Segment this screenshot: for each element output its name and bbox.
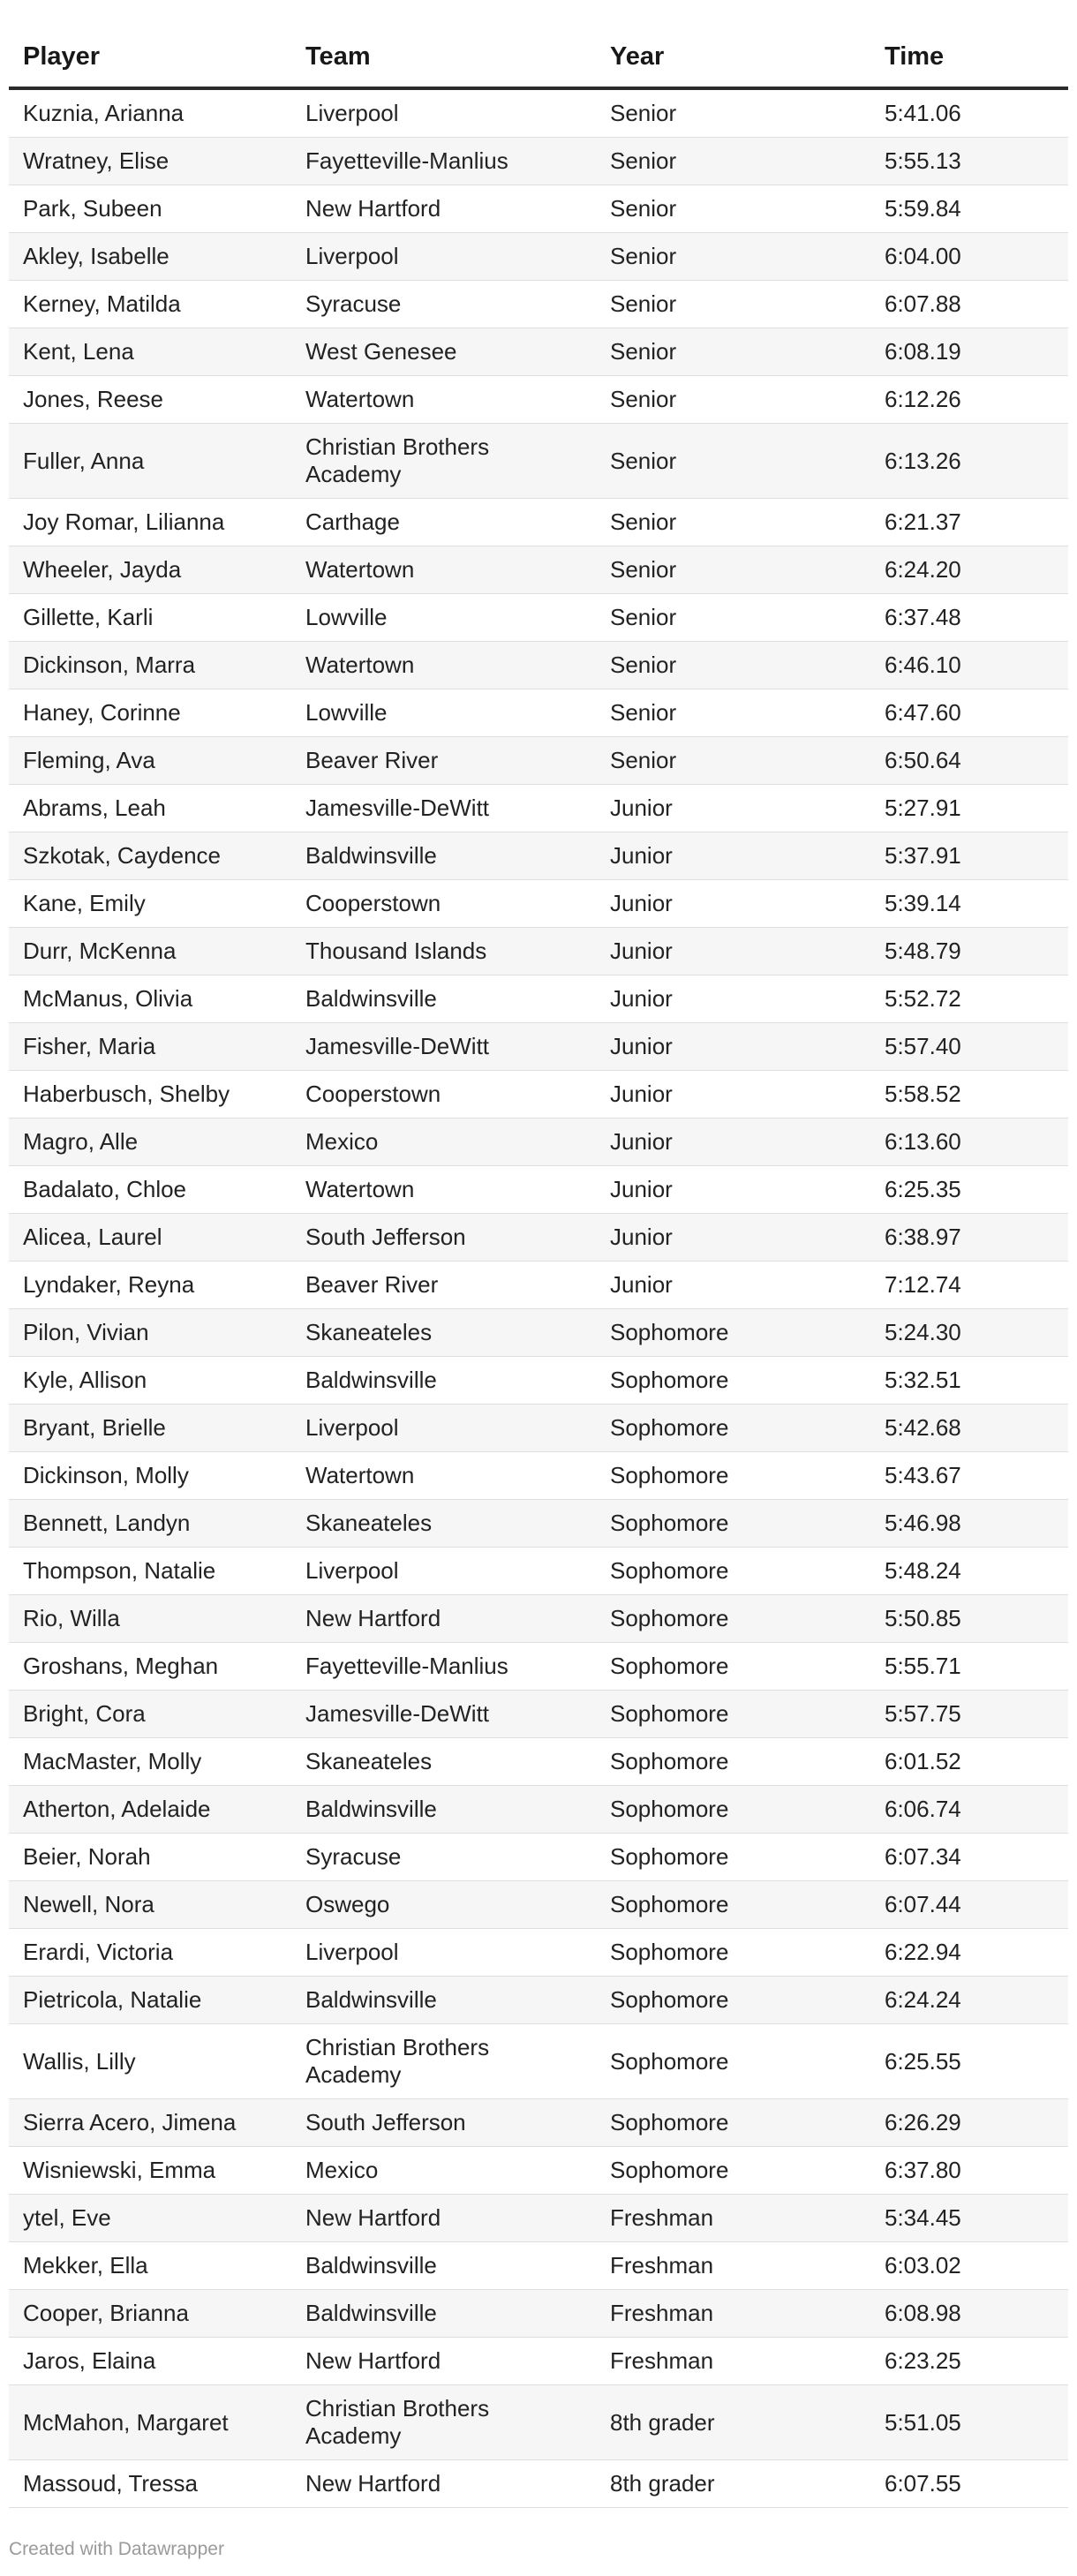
cell-year: Junior xyxy=(596,1119,870,1166)
cell-team: Liverpool xyxy=(291,88,596,138)
cell-time: 6:47.60 xyxy=(870,689,1068,737)
cell-team: New Hartford xyxy=(291,2460,596,2508)
table-row xyxy=(9,1595,1068,1643)
cell-team: Mexico xyxy=(291,2147,596,2195)
cell-player: Cooper, Brianna xyxy=(9,2290,291,2338)
table-row xyxy=(9,2195,1068,2242)
cell-team: Watertown xyxy=(291,1452,596,1500)
cell-year: Sophomore xyxy=(596,1691,870,1738)
cell-team: West Genesee xyxy=(291,328,596,376)
cell-team: Skaneateles xyxy=(291,1309,596,1357)
cell-team: Jamesville-DeWitt xyxy=(291,1691,596,1738)
cell-year: Senior xyxy=(596,328,870,376)
table-row xyxy=(9,1405,1068,1452)
cell-player: Kuznia, Arianna xyxy=(9,88,291,138)
cell-year: Senior xyxy=(596,499,870,546)
cell-player: MacMaster, Molly xyxy=(9,1738,291,1786)
cell-year: Sophomore xyxy=(596,1405,870,1452)
column-header-player[interactable]: Player xyxy=(9,26,291,88)
cell-player: Wallis, Lilly xyxy=(9,2024,291,2099)
cell-player: Erardi, Victoria xyxy=(9,1929,291,1977)
table-row xyxy=(9,1929,1068,1977)
cell-team: Watertown xyxy=(291,546,596,594)
cell-team: Liverpool xyxy=(291,1405,596,1452)
cell-team: Fayetteville-Manlius xyxy=(291,1643,596,1691)
table-row xyxy=(9,233,1068,281)
cell-year: Sophomore xyxy=(596,1309,870,1357)
cell-player: Thompson, Natalie xyxy=(9,1548,291,1595)
cell-time: 6:04.00 xyxy=(870,233,1068,281)
cell-year: Freshman xyxy=(596,2290,870,2338)
cell-time: 6:06.74 xyxy=(870,1786,1068,1834)
table-row xyxy=(9,1119,1068,1166)
cell-team: Baldwinsville xyxy=(291,1786,596,1834)
results-table xyxy=(9,26,1068,2508)
cell-player: Pietricola, Natalie xyxy=(9,1977,291,2024)
cell-team: Cooperstown xyxy=(291,1071,596,1119)
cell-player: Wisniewski, Emma xyxy=(9,2147,291,2195)
cell-time: 5:39.14 xyxy=(870,880,1068,928)
cell-time: 7:12.74 xyxy=(870,1262,1068,1309)
cell-player: ytel, Eve xyxy=(9,2195,291,2242)
cell-team: Liverpool xyxy=(291,1548,596,1595)
cell-player: Massoud, Tressa xyxy=(9,2460,291,2508)
cell-player: Magro, Alle xyxy=(9,1119,291,1166)
results-table-container xyxy=(9,26,1068,2508)
column-header-time[interactable]: Time xyxy=(870,26,1068,88)
table-row xyxy=(9,737,1068,785)
table-row xyxy=(9,1023,1068,1071)
cell-time: 5:59.84 xyxy=(870,185,1068,233)
cell-team: Watertown xyxy=(291,1166,596,1214)
cell-time: 6:24.24 xyxy=(870,1977,1068,2024)
cell-player: Park, Subeen xyxy=(9,185,291,233)
cell-team: Lowville xyxy=(291,594,596,642)
cell-team: Liverpool xyxy=(291,233,596,281)
cell-year: Senior xyxy=(596,594,870,642)
cell-time: 5:42.68 xyxy=(870,1405,1068,1452)
table-row xyxy=(9,1738,1068,1786)
table-row xyxy=(9,1166,1068,1214)
cell-year: Senior xyxy=(596,88,870,138)
cell-player: Haney, Corinne xyxy=(9,689,291,737)
table-row xyxy=(9,1262,1068,1309)
cell-time: 5:57.75 xyxy=(870,1691,1068,1738)
table-row xyxy=(9,1834,1068,1881)
cell-team: Baldwinsville xyxy=(291,832,596,880)
cell-year: Junior xyxy=(596,785,870,832)
cell-player: Kerney, Matilda xyxy=(9,281,291,328)
cell-player: Akley, Isabelle xyxy=(9,233,291,281)
cell-time: 5:27.91 xyxy=(870,785,1068,832)
table-row xyxy=(9,880,1068,928)
cell-time: 5:57.40 xyxy=(870,1023,1068,1071)
cell-year: Junior xyxy=(596,1262,870,1309)
cell-team: Cooperstown xyxy=(291,880,596,928)
table-row xyxy=(9,1309,1068,1357)
cell-year: Senior xyxy=(596,138,870,185)
cell-year: Senior xyxy=(596,546,870,594)
table-row xyxy=(9,594,1068,642)
cell-player: Bright, Cora xyxy=(9,1691,291,1738)
cell-time: 6:08.19 xyxy=(870,328,1068,376)
table-row xyxy=(9,1691,1068,1738)
cell-time: 6:37.48 xyxy=(870,594,1068,642)
cell-time: 5:52.72 xyxy=(870,975,1068,1023)
table-row xyxy=(9,281,1068,328)
table-row xyxy=(9,2099,1068,2147)
cell-time: 5:37.91 xyxy=(870,832,1068,880)
cell-year: Sophomore xyxy=(596,1357,870,1405)
cell-player: Abrams, Leah xyxy=(9,785,291,832)
cell-player: Newell, Nora xyxy=(9,1881,291,1929)
cell-time: 6:07.88 xyxy=(870,281,1068,328)
cell-team: Skaneateles xyxy=(291,1738,596,1786)
table-row xyxy=(9,2242,1068,2290)
cell-time: 5:46.98 xyxy=(870,1500,1068,1548)
cell-team: Christian Brothers Academy xyxy=(291,424,596,499)
cell-team: Skaneateles xyxy=(291,1500,596,1548)
cell-player: Fisher, Maria xyxy=(9,1023,291,1071)
cell-time: 5:55.71 xyxy=(870,1643,1068,1691)
cell-year: Junior xyxy=(596,928,870,975)
cell-year: Freshman xyxy=(596,2195,870,2242)
cell-time: 5:48.79 xyxy=(870,928,1068,975)
cell-year: Sophomore xyxy=(596,1500,870,1548)
cell-player: Atherton, Adelaide xyxy=(9,1786,291,1834)
cell-player: Dickinson, Molly xyxy=(9,1452,291,1500)
table-row xyxy=(9,928,1068,975)
cell-time: 6:46.10 xyxy=(870,642,1068,689)
table-row xyxy=(9,1071,1068,1119)
cell-player: Durr, McKenna xyxy=(9,928,291,975)
cell-player: Wratney, Elise xyxy=(9,138,291,185)
table-row xyxy=(9,1786,1068,1834)
table-row xyxy=(9,2338,1068,2385)
cell-team: Jamesville-DeWitt xyxy=(291,785,596,832)
cell-team: Liverpool xyxy=(291,1929,596,1977)
cell-time: 6:23.25 xyxy=(870,2338,1068,2385)
cell-player: Pilon, Vivian xyxy=(9,1309,291,1357)
table-row xyxy=(9,975,1068,1023)
cell-year: Sophomore xyxy=(596,1595,870,1643)
table-row xyxy=(9,328,1068,376)
cell-team: Oswego xyxy=(291,1881,596,1929)
column-header-year[interactable]: Year xyxy=(596,26,870,88)
cell-player: Sierra Acero, Jimena xyxy=(9,2099,291,2147)
table-row xyxy=(9,138,1068,185)
cell-player: Kane, Emily xyxy=(9,880,291,928)
cell-team: Beaver River xyxy=(291,737,596,785)
cell-time: 6:24.20 xyxy=(870,546,1068,594)
cell-player: Joy Romar, Lilianna xyxy=(9,499,291,546)
cell-year: Senior xyxy=(596,642,870,689)
cell-year: Sophomore xyxy=(596,1452,870,1500)
table-row xyxy=(9,185,1068,233)
cell-time: 5:43.67 xyxy=(870,1452,1068,1500)
cell-year: Junior xyxy=(596,1214,870,1262)
table-row xyxy=(9,1500,1068,1548)
cell-time: 5:32.51 xyxy=(870,1357,1068,1405)
cell-team: Baldwinsville xyxy=(291,1977,596,2024)
table-header-row xyxy=(9,26,1068,88)
table-row xyxy=(9,1214,1068,1262)
cell-time: 6:12.26 xyxy=(870,376,1068,424)
cell-year: Senior xyxy=(596,737,870,785)
table-row xyxy=(9,2460,1068,2508)
cell-player: McMahon, Margaret xyxy=(9,2385,291,2460)
cell-player: Groshans, Meghan xyxy=(9,1643,291,1691)
cell-year: Senior xyxy=(596,281,870,328)
cell-player: Lyndaker, Reyna xyxy=(9,1262,291,1309)
cell-player: Fleming, Ava xyxy=(9,737,291,785)
cell-team: Syracuse xyxy=(291,1834,596,1881)
cell-team: Fayetteville-Manlius xyxy=(291,138,596,185)
cell-team: New Hartford xyxy=(291,185,596,233)
cell-team: Jamesville-DeWitt xyxy=(291,1023,596,1071)
cell-player: Mekker, Ella xyxy=(9,2242,291,2290)
cell-time: 6:38.97 xyxy=(870,1214,1068,1262)
cell-year: Sophomore xyxy=(596,1786,870,1834)
table-row xyxy=(9,1881,1068,1929)
cell-time: 6:01.52 xyxy=(870,1738,1068,1786)
cell-year: Sophomore xyxy=(596,2099,870,2147)
table-row xyxy=(9,642,1068,689)
cell-time: 6:25.55 xyxy=(870,2024,1068,2099)
table-row xyxy=(9,376,1068,424)
cell-year: Junior xyxy=(596,832,870,880)
table-row xyxy=(9,2385,1068,2460)
cell-team: Thousand Islands xyxy=(291,928,596,975)
cell-year: Junior xyxy=(596,975,870,1023)
table-row xyxy=(9,88,1068,138)
cell-team: South Jefferson xyxy=(291,2099,596,2147)
cell-time: 6:07.44 xyxy=(870,1881,1068,1929)
table-row xyxy=(9,689,1068,737)
cell-team: Christian Brothers Academy xyxy=(291,2385,596,2460)
table-row xyxy=(9,1643,1068,1691)
table-row xyxy=(9,546,1068,594)
cell-year: Sophomore xyxy=(596,1548,870,1595)
cell-time: 5:58.52 xyxy=(870,1071,1068,1119)
cell-player: Jones, Reese xyxy=(9,376,291,424)
cell-time: 6:50.64 xyxy=(870,737,1068,785)
cell-team: Syracuse xyxy=(291,281,596,328)
cell-team: Watertown xyxy=(291,376,596,424)
cell-team: Lowville xyxy=(291,689,596,737)
cell-player: Dickinson, Marra xyxy=(9,642,291,689)
cell-year: Sophomore xyxy=(596,2147,870,2195)
cell-year: Sophomore xyxy=(596,1929,870,1977)
cell-time: 6:07.34 xyxy=(870,1834,1068,1881)
table-body xyxy=(9,88,1068,2508)
cell-year: Senior xyxy=(596,689,870,737)
cell-time: 5:55.13 xyxy=(870,138,1068,185)
cell-year: Junior xyxy=(596,880,870,928)
cell-team: Carthage xyxy=(291,499,596,546)
cell-time: 5:24.30 xyxy=(870,1309,1068,1357)
table-row xyxy=(9,2147,1068,2195)
cell-year: Freshman xyxy=(596,2242,870,2290)
cell-year: 8th grader xyxy=(596,2460,870,2508)
cell-time: 6:03.02 xyxy=(870,2242,1068,2290)
cell-time: 6:13.60 xyxy=(870,1119,1068,1166)
cell-year: Junior xyxy=(596,1166,870,1214)
cell-player: Badalato, Chloe xyxy=(9,1166,291,1214)
table-row xyxy=(9,1357,1068,1405)
cell-player: Wheeler, Jayda xyxy=(9,546,291,594)
table-row xyxy=(9,1452,1068,1500)
table-row xyxy=(9,499,1068,546)
cell-player: Bennett, Landyn xyxy=(9,1500,291,1548)
column-header-team[interactable]: Team xyxy=(291,26,596,88)
table-row xyxy=(9,785,1068,832)
cell-year: Junior xyxy=(596,1071,870,1119)
cell-time: 6:37.80 xyxy=(870,2147,1068,2195)
cell-player: Szkotak, Caydence xyxy=(9,832,291,880)
cell-year: Sophomore xyxy=(596,1738,870,1786)
cell-time: 5:50.85 xyxy=(870,1595,1068,1643)
cell-player: Fuller, Anna xyxy=(9,424,291,499)
cell-time: 6:22.94 xyxy=(870,1929,1068,1977)
cell-team: New Hartford xyxy=(291,1595,596,1643)
cell-time: 6:26.29 xyxy=(870,2099,1068,2147)
cell-player: Gillette, Karli xyxy=(9,594,291,642)
table-row xyxy=(9,2290,1068,2338)
table-row xyxy=(9,2024,1068,2099)
cell-time: 5:48.24 xyxy=(870,1548,1068,1595)
table-row xyxy=(9,1977,1068,2024)
cell-team: South Jefferson xyxy=(291,1214,596,1262)
cell-player: Haberbusch, Shelby xyxy=(9,1071,291,1119)
cell-team: New Hartford xyxy=(291,2195,596,2242)
cell-team: Christian Brothers Academy xyxy=(291,2024,596,2099)
cell-year: Sophomore xyxy=(596,1834,870,1881)
table-row xyxy=(9,424,1068,499)
cell-time: 5:51.05 xyxy=(870,2385,1068,2460)
table-row xyxy=(9,1548,1068,1595)
cell-team: Baldwinsville xyxy=(291,1357,596,1405)
cell-time: 6:07.55 xyxy=(870,2460,1068,2508)
cell-team: Baldwinsville xyxy=(291,2242,596,2290)
cell-time: 6:08.98 xyxy=(870,2290,1068,2338)
cell-year: Senior xyxy=(596,376,870,424)
cell-year: Senior xyxy=(596,233,870,281)
cell-player: Kent, Lena xyxy=(9,328,291,376)
cell-year: Junior xyxy=(596,1023,870,1071)
cell-year: Sophomore xyxy=(596,1643,870,1691)
cell-team: New Hartford xyxy=(291,2338,596,2385)
cell-year: 8th grader xyxy=(596,2385,870,2460)
cell-time: 6:25.35 xyxy=(870,1166,1068,1214)
cell-time: 5:41.06 xyxy=(870,88,1068,138)
cell-team: Beaver River xyxy=(291,1262,596,1309)
cell-player: Kyle, Allison xyxy=(9,1357,291,1405)
cell-year: Sophomore xyxy=(596,2024,870,2099)
cell-player: Beier, Norah xyxy=(9,1834,291,1881)
cell-year: Sophomore xyxy=(596,1881,870,1929)
cell-year: Senior xyxy=(596,424,870,499)
cell-team: Baldwinsville xyxy=(291,2290,596,2338)
cell-player: Alicea, Laurel xyxy=(9,1214,291,1262)
cell-year: Senior xyxy=(596,185,870,233)
cell-player: McManus, Olivia xyxy=(9,975,291,1023)
cell-team: Mexico xyxy=(291,1119,596,1166)
cell-time: 6:21.37 xyxy=(870,499,1068,546)
cell-player: Jaros, Elaina xyxy=(9,2338,291,2385)
cell-year: Sophomore xyxy=(596,1977,870,2024)
cell-time: 6:13.26 xyxy=(870,424,1068,499)
cell-player: Bryant, Brielle xyxy=(9,1405,291,1452)
cell-time: 5:34.45 xyxy=(870,2195,1068,2242)
cell-team: Watertown xyxy=(291,642,596,689)
table-row xyxy=(9,832,1068,880)
datawrapper-credit[interactable]: Created with Datawrapper xyxy=(9,2539,224,2559)
cell-player: Rio, Willa xyxy=(9,1595,291,1643)
cell-team: Baldwinsville xyxy=(291,975,596,1023)
cell-year: Freshman xyxy=(596,2338,870,2385)
